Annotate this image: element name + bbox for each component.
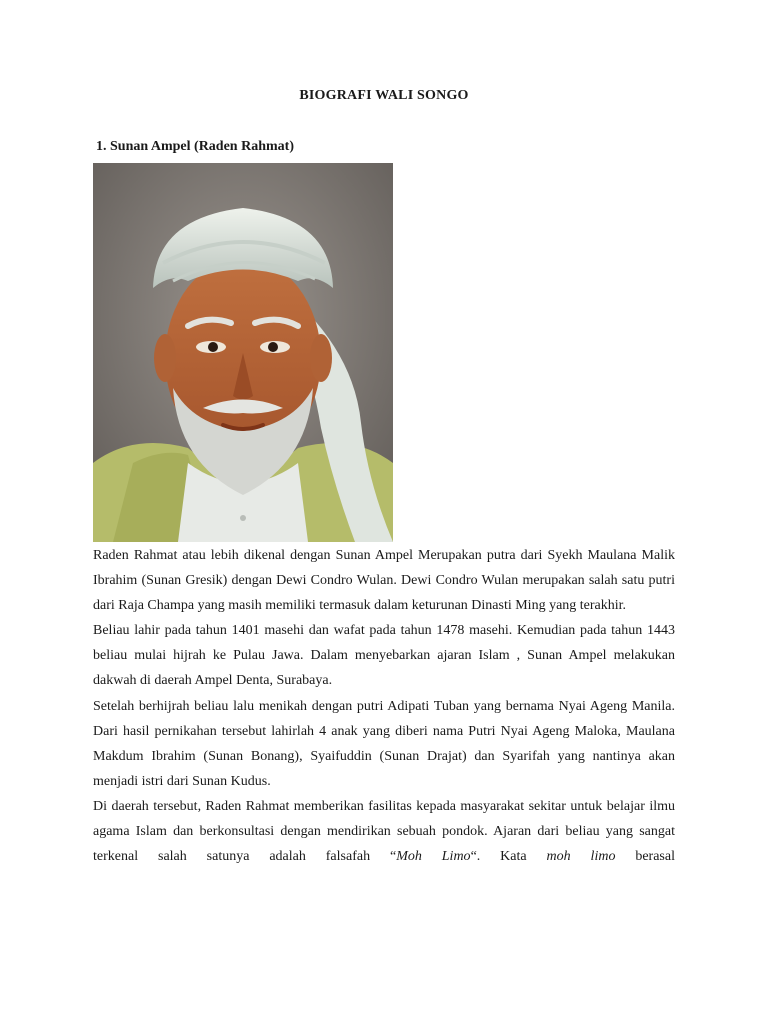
paragraph-3: Setelah berhijrah beliau lalu menikah dengan putri Adipati Tuban yang bernama Nyai Ageng Manila. Dari hasil pernikahan tersebut lahirlah 4 anak yang diberi nama Putri Nyai Ageng Maloka, Maulana Makdum Ibrahim (Sunan Bonang), Syaifuddin (Sunan Drajat) dan Syarifah yang nantinya akan menjadi istri dari Sunan Kudus. bbox=[93, 698, 675, 789]
section-heading: 1. Sunan Ampel (Raden Rahmat) bbox=[96, 139, 294, 154]
biography-text bbox=[93, 543, 675, 869]
paragraph-1: Raden Rahmat atau lebih dikenal dengan Sunan Ampel Merupakan putra dari Syekh Maulana Malik Ibrahim (Sunan Gresik) dengan Dewi Condro Wulan. Dewi Condro Wulan merupakan salah satu putri dari Raja Champa yang masih memiliki termasuk dalam keturunan Dinasti Ming yang terakhir. bbox=[93, 548, 675, 614]
document-title: BIOGRAFI WALI SONGO bbox=[299, 88, 469, 103]
paragraph-4-text-before: Di daerah tersebut, Raden Rahmat memberikan fasilitas kepada masyarakat sekitar untuk belajar ilmu agama Islam dan berkonsultasi dengan mendirikan sebuah pondok. Ajaran dari beliau yang sangat terkenal salah satunya adalah falsafah “ bbox=[93, 798, 675, 865]
paragraph-4 bbox=[93, 794, 675, 869]
italic-term-moh-limo-lower: moh limo bbox=[546, 849, 616, 865]
portrait-image bbox=[93, 163, 393, 542]
paragraph-4-text-after: berasal bbox=[615, 849, 675, 865]
paragraph-4-text-middle: “. Kata bbox=[470, 849, 547, 865]
italic-term-moh-limo: Moh Limo bbox=[396, 849, 471, 865]
paragraph-2: Beliau lahir pada tahun 1401 masehi dan wafat pada tahun 1478 masehi. Kemudian pada tahun 1443 beliau mulai hijrah ke Pulau Jawa. Dalam menyebarkan ajaran Islam , Sunan Ampel melakukan dakwah di daerah Ampel Denta, Surabaya. bbox=[93, 623, 675, 689]
